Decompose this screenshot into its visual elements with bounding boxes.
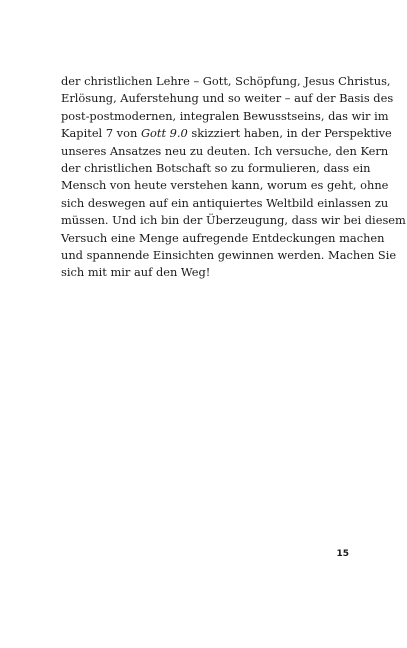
text-line (61, 90, 394, 107)
text-line (61, 264, 349, 281)
text-segment: müssen. Und ich bin der Überzeugung, dass wir bei diesem (61, 213, 406, 228)
text-segment: sich deswegen auf ein antiquiertes Weltbild einlassen zu (61, 195, 389, 210)
text-segment: Erlösung, Auferstehung und so weiter – auf der Basis des (61, 91, 394, 106)
text-segment: der christlichen Botschaft so zu formulieren, dass ein (61, 161, 371, 176)
text-line (61, 143, 389, 160)
text-segment: unseres Ansatzes neu zu deuten. Ich versuche, den Kern (61, 143, 389, 158)
text-segment: Kapitel 7 von (61, 126, 141, 141)
book-title: Gott 9.0 (140, 126, 188, 141)
body-text (61, 73, 406, 282)
text-line (61, 195, 389, 212)
text-segment: post-postmodernen, integralen Bewusstseins, das wir im (61, 108, 389, 123)
text-line (61, 177, 389, 194)
text-segment: Versuch eine Menge aufregende Entdeckungen machen (61, 230, 385, 245)
text-segment: der christlichen Lehre – Gott, Schöpfung, Jesus Christus, (61, 74, 391, 88)
text-segment: Mensch von heute verstehen kann, worum es geht, ohne (61, 178, 389, 193)
text-line (61, 230, 385, 247)
text-line (61, 247, 397, 264)
text-segment: skizziert haben, in der Perspektive (187, 126, 392, 141)
text-segment: sich mit mir auf den Weg! (61, 265, 211, 280)
text-line (61, 212, 406, 229)
text-line (61, 108, 389, 125)
text-segment: und spannende Einsichten gewinnen werden. Machen Sie (61, 248, 397, 263)
text-line (61, 73, 391, 90)
text-line (61, 160, 371, 177)
text-line (61, 125, 392, 142)
page-number: 15 (336, 549, 349, 559)
